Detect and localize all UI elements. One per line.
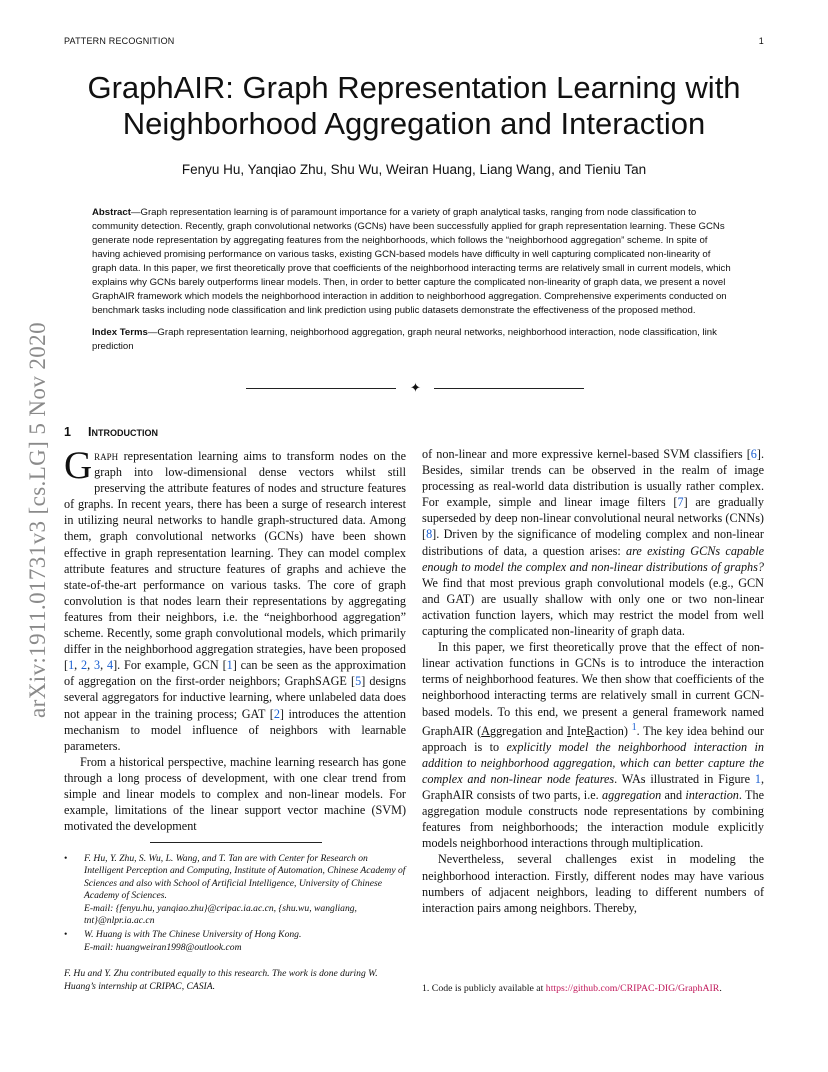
affiliation-list (64, 853, 406, 954)
section-number: 1 (64, 425, 71, 439)
text-run: ] designs several aggregators for inductive learning, where unlabeled data does not appear in the training process; GAT [ (64, 674, 406, 721)
text-run: ] can be seen as the approximation of aggregation on the first-order neighbors; GraphSAGE [ (64, 658, 407, 689)
abstract-block (92, 206, 736, 354)
intro-paragraph-1 (64, 444, 407, 754)
affiliation-text: F. Hu, Y. Zhu, S. Wu, L. Wang, and T. Tan are with Center for Research on Intelligent Perception and Computing, Institute of Automation, Chinese Academy of Sciences and also with School of Artificial Intelligence, University of Chinese Academy of Sciences. (84, 853, 406, 902)
key-idea: explicitly model the neighborhood interaction in addition to neighborhood aggregation, which can better capture the complex and non-linear node features (422, 739, 764, 786)
intro-paragraph-2: From a historical perspective, machine learning research has gone through a long process of development, with one clear trend from simple and linear models to complex and non-linear models. For example, limitations of the linear support vector machine (SVM) motivated the development (64, 754, 406, 834)
text-run: ggregation and (489, 723, 567, 738)
footnotes-left (64, 842, 406, 993)
footnote-rule (150, 842, 322, 843)
research-question: are existing GCNs capable enough to model the complex and non-linear distributions of graphs? (422, 543, 764, 574)
page-number: 1 (758, 36, 764, 46)
text-run: , (74, 658, 82, 673)
text-run: ]. Besides, similar trends can be observed in the realm of image processing as real-world data distribution is usually rather complex. For example, simple and linear image filters [ (422, 447, 764, 510)
citation-link[interactable]: 1 (68, 658, 75, 673)
term-aggregation: aggregation (602, 788, 662, 803)
abstract-text: —Graph representation learning is of paramount importance for a variety of graph analytical tasks, ranging from node classification to community detection. Recently, graph convolutional networks (GCNs) have been successfully applied for graph representation learning. These GCNs generate node representation by aggregating features from the neighborhoods, which follows the “neighborhood aggregation” scheme. In spite of having achieved promising performance on various tasks, existing GCN-based models have difficulty in well capturing complicated non-linearity of graph data. In this paper, we first theoretically prove that coefficients of the neighborhood interacting terms are relatively small in current models, which explains why GCNs barely outperforms linear models. Then, in order to better capture the complicated non-linearity of graph data, we present a novel GraphAIR framework which models the neighborhood interaction in addition to neighborhood aggregation. Comprehensive experiments conducted on benchmark tasks including node classification and link prediction using public datasets demonstrate the effectiveness of the proposed method. (92, 207, 731, 316)
text-run: ] are gradually superseded by deep non-linear convolutional neural networks (CNNs) [ (422, 495, 764, 542)
citation-link[interactable]: 4 (107, 658, 114, 673)
affiliation-item (64, 853, 406, 927)
text-run: , (100, 658, 108, 673)
citation-link[interactable]: 2 (81, 658, 88, 673)
affiliation-item (64, 929, 406, 954)
index-terms-label: Index Terms (92, 327, 148, 338)
section-title: Introduction (88, 425, 158, 439)
equal-contribution-note: F. Hu and Y. Zhu contributed equally to this research. The work is done during W. Huang’s internship at CRIPAC, CASIA. (64, 968, 378, 992)
citation-link[interactable]: 3 (94, 658, 101, 673)
bullet-icon: • (64, 929, 68, 941)
code-note-suffix: . (719, 983, 722, 994)
title-line-1: GraphAIR: Graph Representation Learning with (87, 70, 741, 105)
right-column (422, 446, 764, 916)
text-run: ] introduces the attention mechanism to model influence of neighbors with learnable parameters. (64, 706, 406, 753)
citation-link[interactable]: 2 (273, 706, 280, 721)
acronym-letter: I (566, 723, 572, 738)
affiliation-text: W. Huang is with The Chinese University of Hong Kong. (84, 929, 302, 941)
arxiv-identifier: arXiv:1911.01731v3 [cs.LG] 5 Nov 2020 (25, 322, 50, 718)
section-divider (246, 380, 584, 395)
divider-line-right (434, 388, 584, 389)
index-terms (92, 326, 736, 354)
divider-line-left (246, 388, 396, 389)
citation-link[interactable]: 7 (677, 495, 684, 510)
footnote-marker-link[interactable]: 1 (631, 721, 637, 733)
citation-link[interactable]: 5 (355, 674, 362, 689)
arxiv-stamp (0, 0, 60, 1072)
affiliation-email: E-mail: {fenyu.hu, yanqiao.zhu}@cripac.ia.ac.cn, {shu.wu, wangliang, tnt}@nlpr.ia.ac.cn (84, 902, 357, 927)
section-heading (64, 424, 406, 440)
running-header (64, 36, 764, 50)
drop-cap-continuation: raph (94, 449, 119, 463)
text-run: . The aggregation module constructs node representations by combining features from neighborhoods; the interaction module explicitly models neighborhood interactions through multiplication. (422, 788, 764, 851)
citation-link[interactable]: 6 (750, 447, 757, 461)
text-run: and (661, 788, 686, 803)
title-line-2: Neighborhood Aggregation and Interaction (122, 106, 706, 141)
code-note-prefix: 1. Code is publicly available at (422, 983, 546, 994)
affiliation-email: E-mail: huangweiran1998@outlook.com (84, 941, 242, 953)
journal-name: PATTERN RECOGNITION (64, 36, 175, 46)
abstract-label: Abstract (92, 207, 131, 218)
author-list: Fenyu Hu, Yanqiao Zhu, Shu Wu, Weiran Huang, Liang Wang, and Tieniu Tan (181, 162, 647, 177)
text-run: In this paper, we first theoretically prove that the effect of non-linear activation functions in GCNs is to introduce the interaction terms of neighborhood features. We then show that coefficients of the neighborhood interacting terms are relatively small in current GCN-based models. To this end, we present a general framework named GraphAIR ( (422, 640, 764, 738)
text-run: nte (571, 723, 586, 738)
text-run: of non-linear and more expressive kernel-based SVM classifiers [ (422, 447, 751, 461)
bullet-icon: • (64, 853, 68, 864)
text-run: ]. For example, GCN [ (113, 658, 227, 673)
text-run: . The key idea behind our approach is to (422, 723, 764, 754)
abstract (92, 206, 736, 318)
term-interaction: interaction (685, 788, 739, 803)
github-link[interactable]: https://github.com/CRIPAC-DIG/GraphAIR (545, 983, 720, 994)
text-run: action) (594, 723, 632, 738)
text-run: We find that most previous graph convolutional models (e.g., GCN and GAT) are usually shallow with only one or two non-linear activation function layers, which may restrict the model from well capturing the complicated non-linearity of graph data. (422, 575, 764, 639)
index-terms-text: —Graph representation learning, neighborhood aggregation, graph neural networks, neighborhood interaction, node classification, link prediction (92, 327, 717, 352)
divider-diamond-icon: ✦ (410, 380, 421, 395)
citation-link[interactable]: 1 (226, 658, 233, 673)
code-availability-footnote (422, 982, 764, 995)
paper-title (64, 70, 764, 142)
citation-link[interactable]: 8 (426, 527, 433, 542)
left-column (64, 424, 406, 834)
acronym-letter: A (481, 723, 490, 738)
text-run: representation learning aims to transform nodes on the graph into low-dimensional dense vectors whilst still preserving the attribute features of nodes and structure features of graphs. In recent years, there has been a surge of research interest in utilizing neural networks to handle graph-structured data. Among them, graph convolutional networks (GCNs) have been shown effective in graph representation learning. They can model complex attribute features and structure features of graphs and achieve the state-of-the-art performance on various tasks. The core of graph convolution is that nodes learn their representations by aggregating features from their neighbors, i.e. the “neighborhood aggregation” scheme. Recently, some graph convolutional models, which primarily differ in the neighborhood aggregation strategies, have been proposed [ (64, 449, 406, 673)
drop-cap: G (64, 444, 93, 487)
acronym-letter: R (585, 723, 595, 738)
intro-paragraph-5: Nevertheless, several challenges exist in modeling the neighborhood interaction. Firstly, different nodes may have various numbers of adjacent neighbors, leading to different numbers of interaction pairs among neighbors. Thereby, (422, 852, 764, 915)
text-run: . WAs illustrated in Figure (614, 771, 755, 786)
text-run: , (87, 658, 95, 673)
text-run: , GraphAIR consists of two parts, i.e. (422, 771, 764, 803)
text-run: ]. Driven by the significance of modeling complex and non-linear distributions of data, a question arises: (422, 527, 764, 558)
intro-paragraph-3 (422, 446, 764, 639)
intro-paragraph-4 (422, 639, 764, 851)
figure-reference-link[interactable]: 1 (754, 771, 761, 786)
